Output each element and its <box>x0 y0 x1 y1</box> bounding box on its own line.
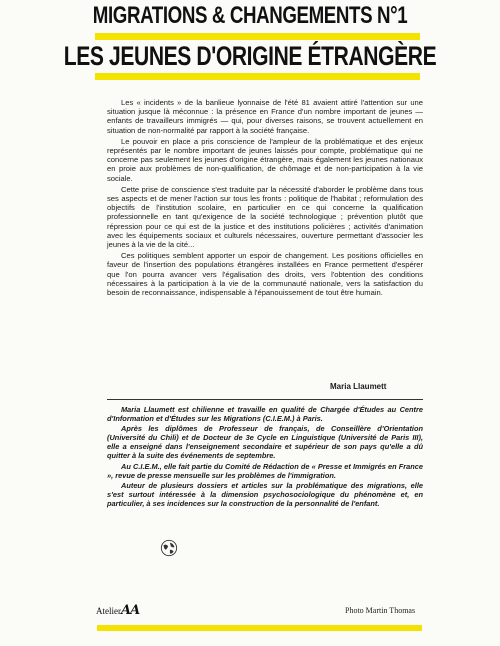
bio-paragraph: Maria Llaumett est chilienne et travaille en qualité de Chargée d'Études au Centre d'Information et d'Études sur les Migrations (C.I.E.M.) à Paris. <box>107 405 423 424</box>
bio-paragraph: Auteur de plusieurs dossiers et articles sur la problématique des migrations, elle s'est surtout intéressée à la dimension psychosociologique du phénomène et, en particulier, à ses incidences sur la construction de la personnalité de l'enfant. <box>107 480 423 508</box>
photo-credit: Photo Martin Thomas <box>345 606 416 615</box>
blurb-paragraph: Les « incidents » de la banlieue lyonnaise de l'été 81 avaient attiré l'attention sur une situation jusque là méconnue : la présence en France d'un nombre important de jeunes — enfants de travailleurs immigrés — qui, pour diverses raisons, se trouvent actuellement en situation de non-normalité par rapport à la société française. <box>107 98 423 135</box>
divider <box>107 399 423 400</box>
blurb-paragraph: Le pouvoir en place a pris conscience de l'ampleur de la problématique et des enjeux représentés par le nombre important de jeunes laissés pour compte, problématique qui ne concerne pas seulement les jeunes d'origine étrangère, mais également les jeunes nationaux en proie aux problèmes de non-qualification, de chômage et de non-participation à la vie sociale. <box>107 136 423 183</box>
bio-paragraph: Après les diplômes de Professeur de français, de Conseillère d'Orientation (Université du Chili) et de Docteur de 3e Cycle en Linguistique (Université de Paris III), elle a enseigné dans l'enseignement secondaire et supérieur de son pays qu'elle a dû quitter à la suite des événements de septembre. <box>107 424 423 461</box>
publisher-name: Atelier <box>96 606 121 616</box>
yellow-rule-bottom <box>97 625 422 631</box>
publisher-logo: AA <box>121 603 140 618</box>
book-title: LES JEUNES D'ORIGINE ÉTRANGÈRE <box>63 41 437 71</box>
bio-paragraph: Au C.I.E.M., elle fait partie du Comité de Rédaction de « Presse et Immigrés en France », revue de presse mensuelle sur les problèmes de l'immigration. <box>107 461 423 480</box>
author-bio <box>107 405 423 509</box>
blurb-paragraph: Ces politiques semblent apporter un espoir de changement. Les positions officielles en faveur de l'insertion des populations étrangères installées en France permettent d'espérer que l'on pourra avancer vers l'égalisation des droits, vers l'obtention des conditions nécessaires à la participation à la vie de la communauté nationale, vers la satisfaction du besoin de reconnaissance, indispensable à l'épanouissement de tout être humain. <box>107 251 423 298</box>
blurb-paragraph: Cette prise de conscience s'est traduite par la nécessité d'aborder le problème dans tous ses aspects et de mener l'action sur tous les fronts : politique de l'habitat ; reformulation des objectifs de l'institution scolaire, en particulier en ce qui concerne la qualification professionnelle en tant qu'exigence de la société technologique ; prévention plutôt que répression pour ce qui est de la justice et des institutions policières ; activités d'animation avec les équipements sociaux et culturels nécessaires, ouverture permettant d'associer les jeunes à la vie de la cité... <box>107 184 423 250</box>
yellow-rule-top <box>95 33 420 40</box>
author-signature: Maria Llaumett <box>330 382 387 391</box>
series-title: MIGRATIONS & CHANGEMENTS N°1 <box>92 2 408 29</box>
publisher-mark <box>96 603 139 618</box>
globe-icon <box>160 539 178 557</box>
yellow-rule-under-title <box>95 73 420 80</box>
blurb <box>107 98 423 299</box>
